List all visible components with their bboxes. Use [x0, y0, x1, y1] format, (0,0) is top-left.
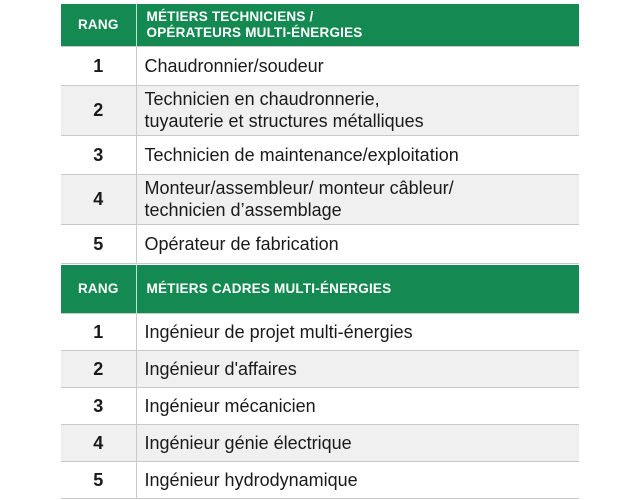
rank-cell: 2: [61, 350, 136, 387]
table-row: [61, 85, 579, 135]
job-label: Opérateur de fabrication: [144, 233, 339, 254]
table-header-row: [61, 265, 579, 313]
job-cell: [136, 224, 579, 263]
table-row: [61, 313, 579, 350]
job-label-line: technicien d’assemblage: [144, 200, 342, 220]
rank-cell: 5: [61, 224, 136, 263]
rank-column-header: RANG: [61, 4, 136, 46]
rank-column-header: RANG: [61, 265, 136, 313]
table-row: [61, 350, 579, 387]
job-cell: [136, 85, 579, 135]
rank-cell: 3: [61, 135, 136, 174]
job-label-line: Technicien en chaudronnerie,: [144, 89, 380, 109]
header-title-line: OPÉRATEURS MULTI-ÉNERGIES: [146, 24, 363, 40]
table-row: [61, 46, 579, 85]
table-row: [61, 224, 579, 263]
table-row: [61, 461, 579, 498]
rank-cell: 3: [61, 387, 136, 424]
technicians-ranking-table: [61, 4, 579, 264]
table-row: [61, 424, 579, 461]
job-label-line: Monteur/assembleur/ monteur câbleur/: [144, 178, 454, 198]
rank-cell: 1: [61, 313, 136, 350]
table-row: [61, 387, 579, 424]
rank-cell: 4: [61, 174, 136, 224]
job-cell: [136, 135, 579, 174]
job-cell: Ingénieur hydrodynamique: [136, 461, 579, 498]
header-title-line: MÉTIERS TECHNICIENS /: [146, 8, 314, 24]
job-label: Chaudronnier/soudeur: [144, 55, 324, 76]
executives-ranking-table: [61, 265, 579, 499]
job-cell: [136, 46, 579, 85]
rank-cell: 4: [61, 424, 136, 461]
rank-cell: 2: [61, 85, 136, 135]
jobs-column-header: MÉTIERS CADRES MULTI-ÉNERGIES: [136, 265, 579, 313]
job-cell: Ingénieur d'affaires: [136, 350, 579, 387]
job-cell: [136, 174, 579, 224]
job-cell: Ingénieur de projet multi-énergies: [136, 313, 579, 350]
rank-cell: 5: [61, 461, 136, 498]
table-row: [61, 174, 579, 224]
job-cell: Ingénieur mécanicien: [136, 387, 579, 424]
rank-cell: 1: [61, 46, 136, 85]
job-label: Technicien de maintenance/exploitation: [144, 144, 459, 165]
table-header-row: [61, 4, 579, 46]
table-row: [61, 135, 579, 174]
job-label-line: tuyauterie et structures métalliques: [144, 111, 424, 131]
jobs-column-header: [136, 4, 579, 46]
job-cell: Ingénieur génie électrique: [136, 424, 579, 461]
